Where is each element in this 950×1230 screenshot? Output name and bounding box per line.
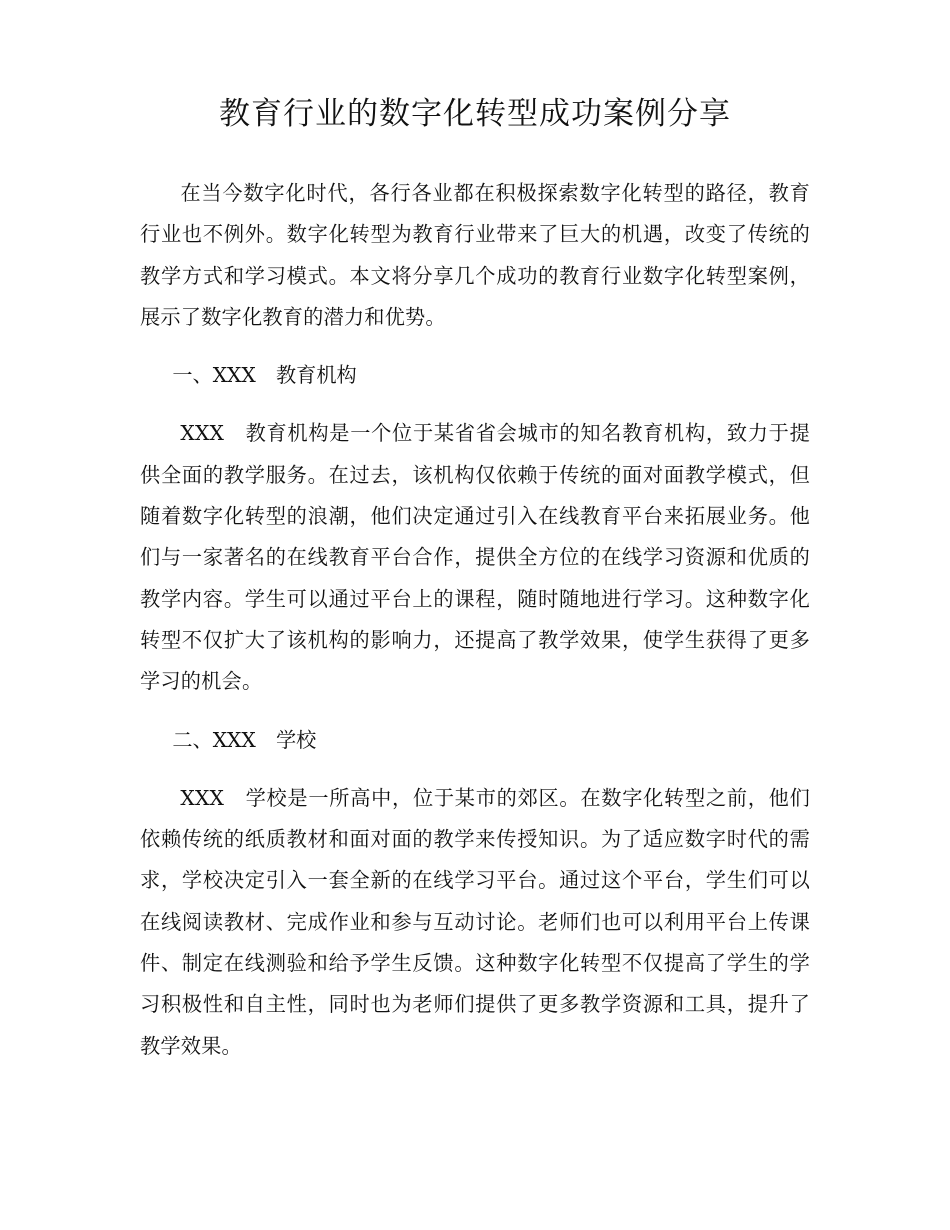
section-heading-2: 二、XXX 学校 bbox=[172, 727, 317, 752]
section-body-2: XXX 学校是一所高中，位于某市的郊区。在数字化转型之前，他们依赖传统的纸质教材和面对面的教学来传授知识。为了适应数字时代的需求，学校决定引入一套全新的在线学习平台。通过这个平台，学生们可以在线阅读教材、完成作业和参与互动讨论。老师们也可以利用平台上传课件、制定在线测验和给予学生反馈。这种数字化转型不仅提高了学生的学习积极性和自主性，同时也为老师们提供了更多教学资源和工具，提升了教学效果。 bbox=[140, 785, 810, 1058]
section-heading-1: 一、XXX 教育机构 bbox=[172, 363, 357, 388]
section-body-1: XXX 教育机构是一个位于某省省会城市的知名教育机构，致力于提供全面的教学服务。在过去，该机构仅依赖于传统的面对面教学模式，但随着数字化转型的浪潮，他们决定通过引入在线教育平台来拓展业务。他们与一家著名的在线教育平台合作，提供全方位的在线学习资源和优质的教学内容。学生可以通过平台上的课程，随时随地进行学习。这种数字化转型不仅扩大了该机构的影响力，还提高了教学效果，使学生获得了更多学习的机会。 bbox=[140, 421, 810, 694]
document-title: 教育行业的数字化转型成功案例分享 bbox=[219, 96, 731, 132]
intro-paragraph: 在当今数字化时代，各行各业都在积极探索数字化转型的路径，教育行业也不例外。数字化转型为教育行业带来了巨大的机遇，改变了传统的教学方式和学习模式。本文将分享几个成功的教育行业数字化转型案例，展示了数字化教育的潜力和优势。 bbox=[140, 181, 810, 329]
